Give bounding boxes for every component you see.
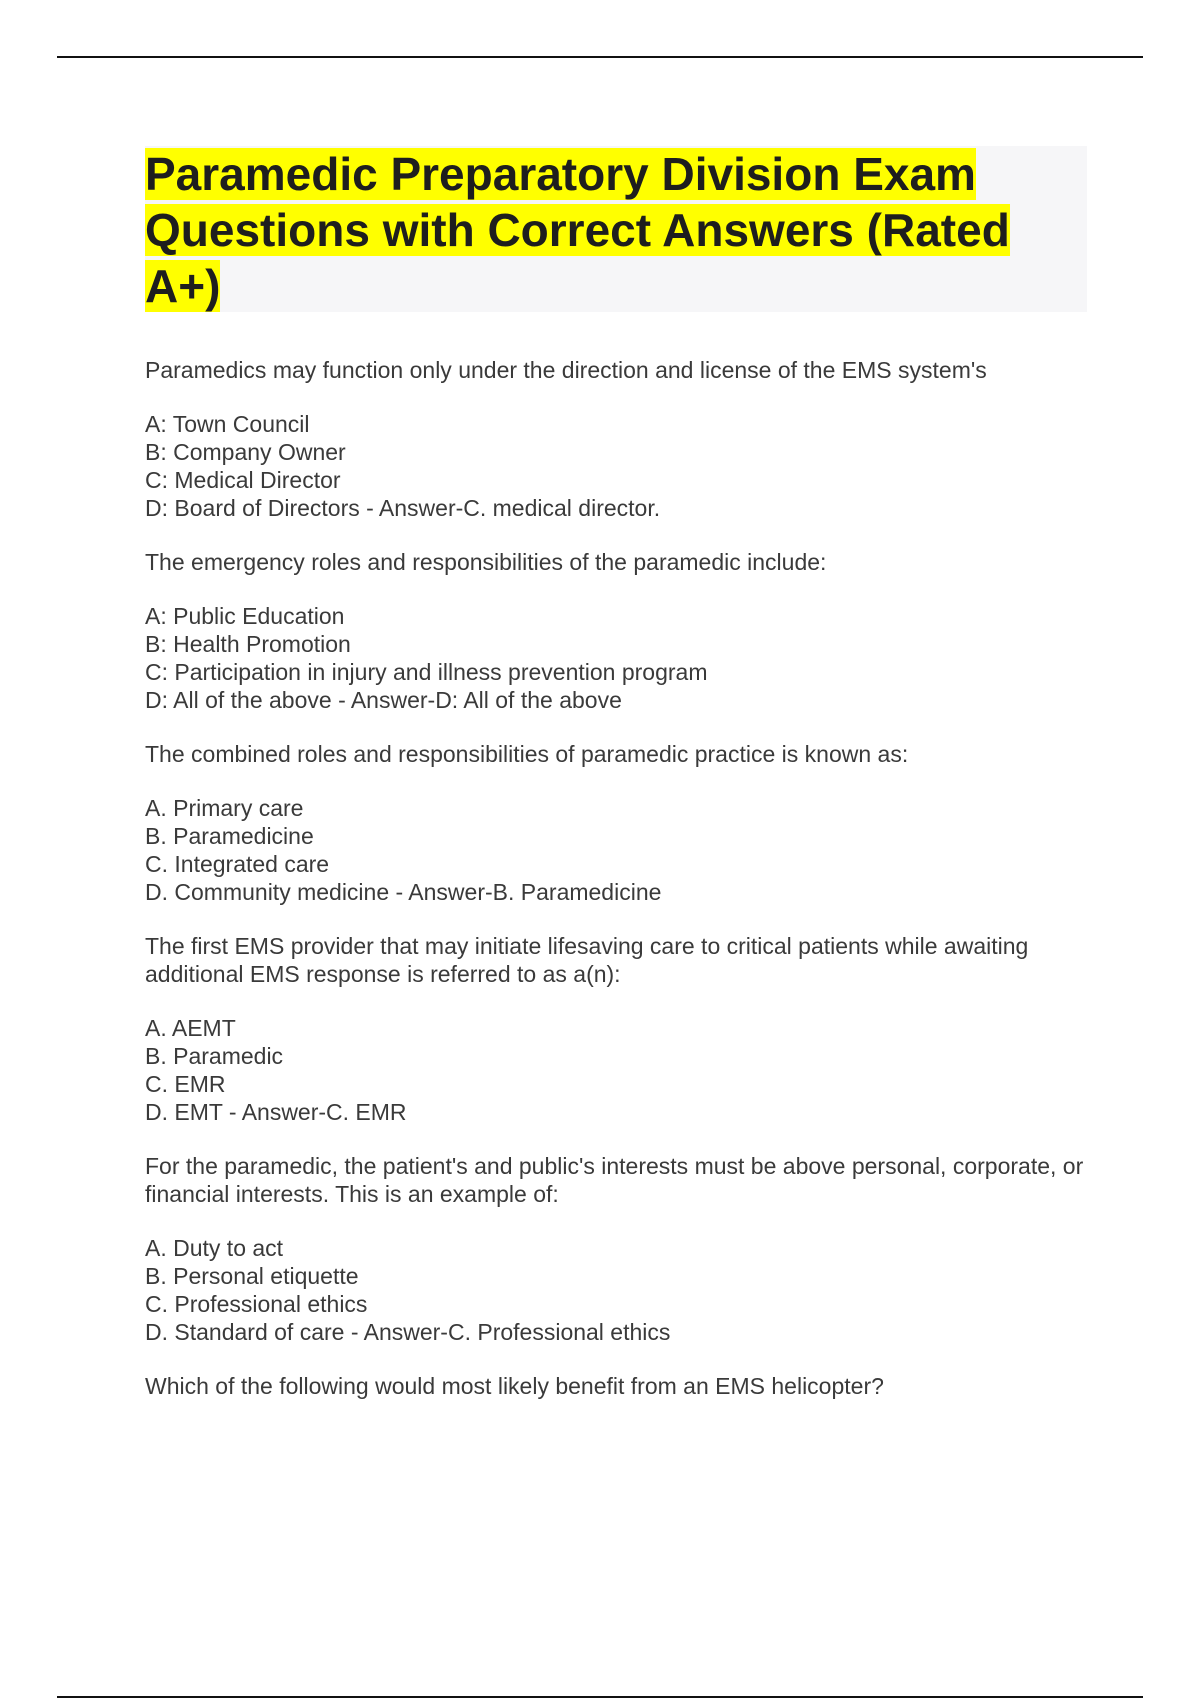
option-item-with-answer: D: All of the above - Answer-D: All of the above (145, 687, 622, 713)
option-item: A. Primary care (145, 795, 304, 821)
top-rule (57, 56, 1143, 58)
option-list (145, 1234, 1087, 1346)
question-block (145, 740, 1087, 906)
question-text: For the paramedic, the patient's and public's interests must be above personal, corporate, or financial interests. This is an example of: (145, 1153, 1084, 1207)
option-item: B. Personal etiquette (145, 1263, 359, 1289)
option-item: A. AEMT (145, 1015, 236, 1041)
question-block (145, 548, 1087, 714)
question-block (145, 1372, 1087, 1400)
question-text: The emergency roles and responsibilities of the paramedic include: (145, 549, 827, 575)
option-item: C: Medical Director (145, 467, 341, 493)
question-text: Paramedics may function only under the direction and license of the EMS system's (145, 357, 987, 383)
option-item-with-answer: D. Community medicine - Answer-B. Paramedicine (145, 879, 662, 905)
option-item: C. Professional ethics (145, 1291, 368, 1317)
title-highlight: Paramedic Preparatory Division Exam Questions with Correct Answers (Rated A+) (145, 148, 1010, 312)
option-item: B. Paramedic (145, 1043, 284, 1069)
option-item: A. Duty to act (145, 1235, 284, 1261)
option-item: C. Integrated care (145, 851, 330, 877)
option-item: C: Participation in injury and illness prevention program (145, 659, 708, 685)
question-text: The first EMS provider that may initiate lifesaving care to critical patients while awaiting additional EMS response is referred to as a(n): (145, 933, 1029, 987)
question-text: The combined roles and responsibilities of paramedic practice is known as: (145, 741, 909, 767)
option-item: C. EMR (145, 1071, 226, 1097)
document-title (145, 146, 1087, 314)
option-item: B: Company Owner (145, 439, 346, 465)
option-list (145, 410, 1087, 522)
option-list (145, 1014, 1087, 1126)
option-item: B: Health Promotion (145, 631, 351, 657)
option-item: A: Public Education (145, 603, 345, 629)
option-list (145, 602, 1087, 714)
option-item: B. Paramedicine (145, 823, 314, 849)
option-item: A: Town Council (145, 411, 310, 437)
question-block (145, 1152, 1087, 1346)
question-text: Which of the following would most likely benefit from an EMS helicopter? (145, 1373, 884, 1399)
option-list (145, 794, 1087, 906)
question-block (145, 356, 1087, 522)
title-block (145, 146, 1087, 312)
option-item-with-answer: D: Board of Directors - Answer-C. medical director. (145, 495, 661, 521)
bottom-rule (57, 1696, 1143, 1698)
question-list (145, 356, 1087, 1426)
option-item-with-answer: D. EMT - Answer-C. EMR (145, 1099, 407, 1125)
option-item-with-answer: D. Standard of care - Answer-C. Professional ethics (145, 1319, 671, 1345)
question-block (145, 932, 1087, 1126)
